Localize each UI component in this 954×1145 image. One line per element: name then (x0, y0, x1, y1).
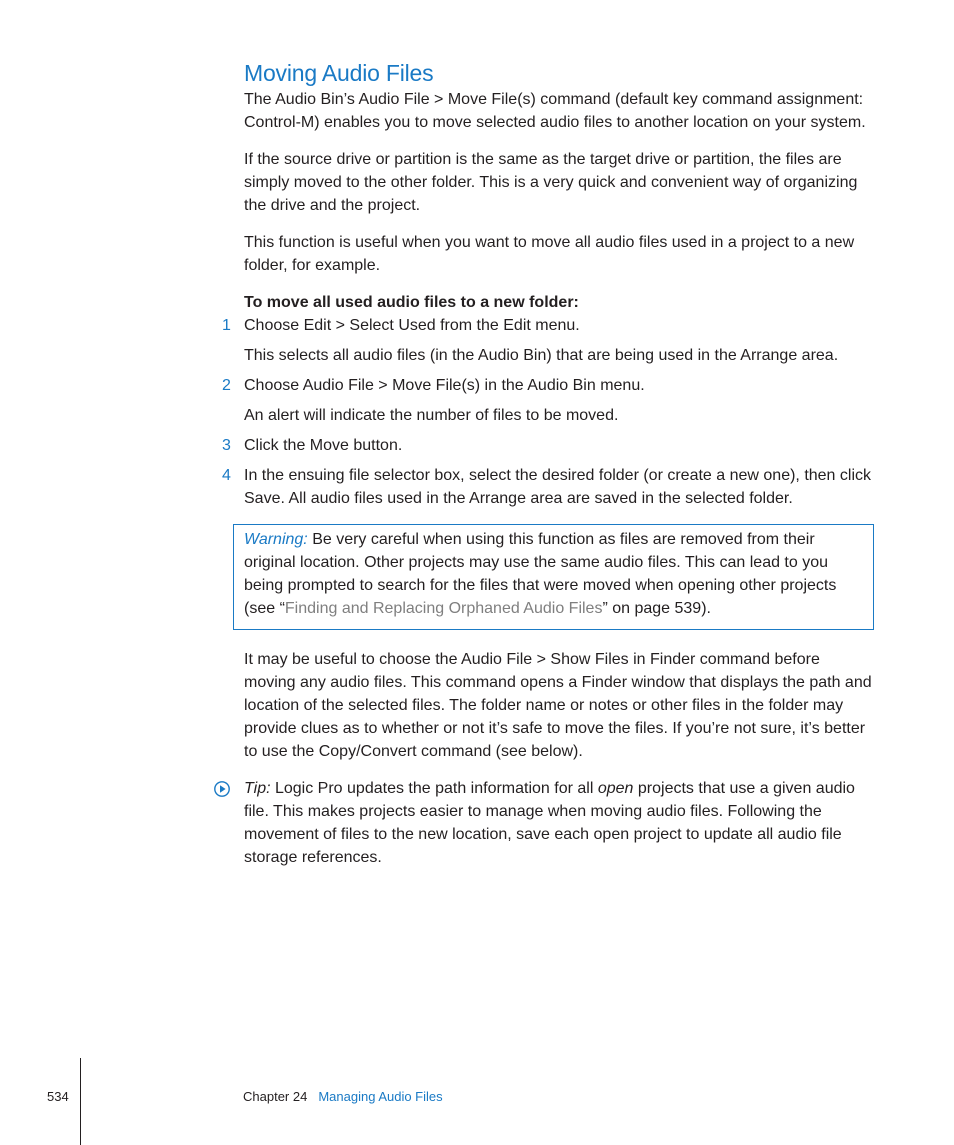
chapter-label: Chapter 24 (243, 1089, 308, 1104)
paragraph-2: If the source drive or partition is the same as the target drive or partition, the files are simply moved to the other folder. This is a very quick and convenient way of organizing the drive and the project. (244, 151, 858, 214)
task-heading: To move all used audio files to a new folder: (244, 294, 579, 311)
step-number: 4 (222, 467, 231, 484)
footer-divider (80, 1058, 81, 1145)
step-number: 3 (222, 437, 231, 454)
warning-text: Be very careful when using this function as files are removed from their original location. Other projects may use the same audio files. This can lead to you being prompted to search for the files that were moved when opening other projects (see “ (244, 531, 837, 617)
tip-text-before: Logic Pro updates the path information for all (274, 780, 594, 797)
warning-suffix: ” on page 539). (602, 600, 711, 617)
step-4 (222, 464, 874, 510)
step-text: Choose Edit > Select Used from the Edit menu. (244, 317, 580, 334)
paragraph-1: The Audio Bin’s Audio File > Move File(s) command (default key command assignment: Control-M) enables you to move selected audio files to another location on your system. (244, 91, 866, 131)
paragraph-4: It may be useful to choose the Audio File > Show Files in Finder command before moving any audio files. This command opens a Finder window that displays the path and location of the selected files. The folder name or notes or other files in the folder may provide clues as to whether or not it’s safe to move the files. If you’re not sure, it’s better to use the Copy/Convert command (see below). (244, 651, 872, 760)
warning-label: Warning: (244, 531, 308, 548)
step-result: This selects all audio files (in the Audio Bin) that are being used in the Arrange area. (244, 347, 839, 364)
chapter-title: Managing Audio Files (318, 1089, 443, 1104)
page-number: 534 (47, 1089, 69, 1104)
step-text: Choose Audio File > Move File(s) in the Audio Bin menu. (244, 377, 645, 394)
warning-box (233, 524, 874, 630)
tip-block (244, 777, 874, 869)
step-result: An alert will indicate the number of files to be moved. (244, 407, 619, 424)
tip-emphasis: open (597, 780, 634, 797)
tip-arrow-icon (214, 781, 230, 797)
step-text: Click the Move button. (244, 437, 403, 454)
tip-text-after: projects that use a given audio file. This makes projects easier to manage when moving audio files. Following the movement of files to the new location, save each open project to update all audio file storage references. (244, 780, 855, 866)
step-1 (222, 314, 874, 337)
page-title: Moving Audio Files (244, 60, 434, 86)
step-number: 1 (222, 317, 231, 334)
tip-label: Tip: (244, 780, 271, 797)
cross-reference-link[interactable]: Finding and Replacing Orphaned Audio Files (284, 600, 603, 617)
footer-chapter (243, 1089, 443, 1105)
step-number: 2 (222, 377, 231, 394)
step-text: In the ensuing file selector box, select the desired folder (or create a new one), then click Save. All audio files used in the Arrange area are saved in the selected folder. (244, 467, 872, 507)
step-3 (222, 434, 874, 457)
step-2 (222, 374, 874, 397)
paragraph-3: This function is useful when you want to move all audio files used in a project to a new folder, for example. (244, 234, 855, 274)
page-content (222, 58, 874, 869)
